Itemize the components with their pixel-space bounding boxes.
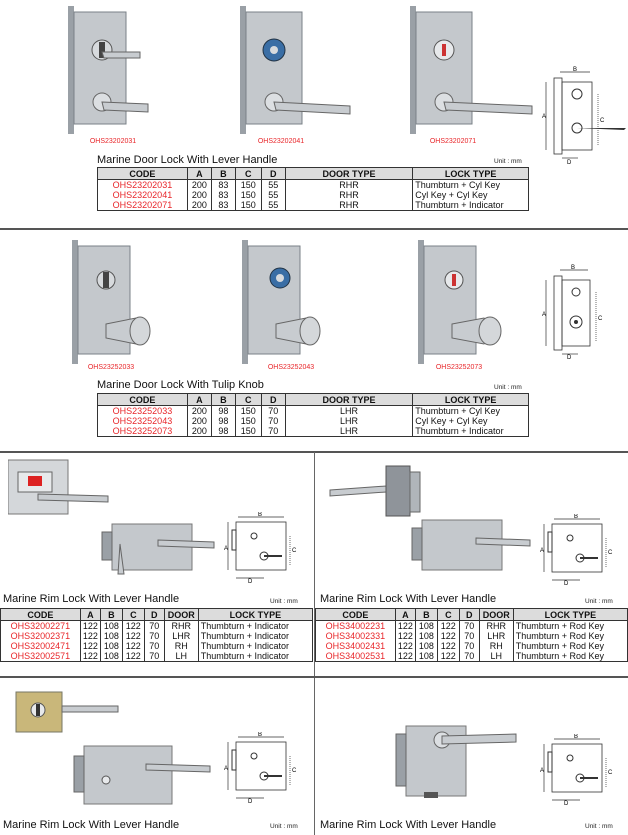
dimension-diagram	[540, 734, 616, 806]
dim-label-c: C	[292, 768, 297, 774]
col-header: DOOR TYPE	[285, 394, 413, 406]
section-title: Marine Door Lock With Tulip Knob	[97, 379, 264, 391]
cell-lock: Thumbturn + Indicator	[198, 621, 312, 632]
cell-d: 70	[261, 406, 285, 417]
cell-b: 108	[100, 641, 122, 651]
cell-b: 98	[211, 426, 235, 437]
table-row	[98, 406, 529, 417]
cell-door: LHR	[164, 631, 198, 641]
product-code-caption: OHS23252043	[267, 364, 315, 371]
col-header: DOOR	[164, 609, 198, 621]
cell-code: OHS32002371	[1, 631, 81, 641]
dimension-diagram	[540, 264, 610, 360]
cell-b: 108	[415, 641, 437, 651]
cell-door: LHR	[285, 416, 413, 426]
cell-lock: Thumbturn + Cyl Key	[413, 406, 529, 417]
col-header: D	[261, 168, 285, 180]
col-header: LOCK TYPE	[198, 609, 312, 621]
dim-label-a: A	[542, 114, 547, 120]
cell-door: RH	[164, 641, 198, 651]
cell-b: 108	[415, 621, 437, 632]
product-image-rim-lock-3	[14, 684, 214, 810]
cell-c: 122	[437, 641, 459, 651]
cell-a: 122	[395, 651, 415, 662]
product-image-mortise-knob-2	[236, 240, 326, 364]
cell-code: OHS34002531	[316, 651, 396, 662]
unit-label: Unit : mm	[585, 598, 613, 605]
col-header: CODE	[1, 609, 81, 621]
cell-b: 108	[415, 631, 437, 641]
cell-lock: Thumbturn + Indicator	[413, 426, 529, 437]
col-header: B	[211, 168, 235, 180]
cell-a: 200	[187, 426, 211, 437]
col-header: DOOR TYPE	[285, 168, 413, 180]
table-row	[98, 200, 529, 211]
section-divider	[0, 676, 628, 678]
col-header: D	[144, 609, 164, 621]
cell-c: 122	[437, 621, 459, 632]
cell-a: 200	[187, 190, 211, 200]
cell-door: RHR	[285, 190, 413, 200]
product-image-mortise-lever-1	[62, 6, 152, 134]
cell-d: 70	[459, 641, 479, 651]
cell-code: OHS23202071	[98, 200, 188, 211]
dim-label-a: A	[224, 546, 229, 552]
cell-code: OHS32002271	[1, 621, 81, 632]
cell-lock: Thumbturn + Indicator	[198, 631, 312, 641]
dim-label-c: C	[598, 316, 603, 322]
col-header: D	[459, 609, 479, 621]
cell-c: 150	[235, 180, 261, 191]
cell-d: 70	[459, 621, 479, 632]
cell-c: 150	[235, 190, 261, 200]
cell-d: 70	[144, 621, 164, 632]
cell-door: RHR	[285, 200, 413, 211]
cell-a: 122	[80, 641, 100, 651]
dim-label-c: C	[608, 770, 613, 776]
col-header: C	[235, 168, 261, 180]
cell-b: 98	[211, 416, 235, 426]
spec-table	[0, 608, 313, 662]
table-header-row	[98, 168, 529, 180]
col-header: A	[80, 609, 100, 621]
product-image-mortise-knob-3	[412, 240, 508, 364]
table-header-row	[98, 394, 529, 406]
table-row	[98, 416, 529, 426]
dim-label-b: B	[574, 514, 579, 520]
cell-lock: Cyl Key + Cyl Key	[413, 190, 529, 200]
dim-label-b: B	[258, 512, 263, 518]
col-header: A	[395, 609, 415, 621]
cell-a: 122	[80, 651, 100, 662]
cell-a: 122	[395, 631, 415, 641]
dim-label-c: C	[600, 118, 605, 124]
col-header: B	[415, 609, 437, 621]
col-header: LOCK TYPE	[413, 168, 529, 180]
cell-door: RHR	[164, 621, 198, 632]
product-image-mortise-lever-3	[398, 6, 536, 134]
table-header-row	[1, 609, 313, 621]
dim-label-b: B	[258, 732, 263, 738]
cell-c: 122	[437, 651, 459, 662]
product-image-rim-lock-2	[326, 458, 532, 578]
dim-label-d: D	[567, 160, 572, 164]
cell-door: RHR	[285, 180, 413, 191]
section-title: Marine Rim Lock With Lever Handle	[320, 819, 497, 831]
dim-label-d: D	[564, 801, 569, 806]
section-title: Marine Door Lock With Lever Handle	[97, 154, 278, 166]
col-header: D	[261, 394, 285, 406]
product-image-mortise-lever-2	[228, 6, 356, 134]
product-code-caption: OHS23252033	[87, 364, 135, 371]
dim-label-b: B	[574, 734, 579, 740]
cell-c: 122	[122, 631, 144, 641]
cell-code: OHS23252043	[98, 416, 188, 426]
cell-c: 122	[122, 641, 144, 651]
dim-label-b: B	[571, 265, 576, 271]
table-row	[316, 631, 628, 641]
section-title: Marine Rim Lock With Lever Handle	[3, 593, 180, 605]
col-header: DOOR	[479, 609, 513, 621]
cell-b: 108	[415, 651, 437, 662]
table-row	[316, 651, 628, 662]
cell-b: 108	[100, 631, 122, 641]
cell-door: RHR	[479, 621, 513, 632]
dimension-diagram	[540, 514, 616, 586]
cell-b: 83	[211, 180, 235, 191]
spec-table	[315, 608, 628, 662]
table-header-row	[316, 609, 628, 621]
dim-label-d: D	[564, 581, 569, 586]
product-image-rim-lock-4	[392, 704, 522, 808]
cell-c: 150	[235, 426, 261, 437]
col-header: C	[437, 609, 459, 621]
dim-label-a: A	[224, 766, 229, 772]
col-header: CODE	[316, 609, 396, 621]
table-row	[1, 631, 313, 641]
cell-lock: Cyl Key + Cyl Key	[413, 416, 529, 426]
cell-b: 98	[211, 406, 235, 417]
col-header: A	[187, 394, 211, 406]
cell-door: RH	[479, 641, 513, 651]
table-row	[1, 651, 313, 662]
section-divider	[0, 228, 628, 230]
dim-label-c: C	[608, 550, 613, 556]
col-header: CODE	[98, 394, 188, 406]
section-title: Marine Rim Lock With Lever Handle	[3, 819, 180, 831]
table-row	[98, 426, 529, 437]
dim-label-a: A	[542, 312, 547, 318]
cell-code: OHS23202041	[98, 190, 188, 200]
cell-a: 122	[80, 621, 100, 632]
cell-lock: Thumbturn + Rod Key	[513, 621, 627, 632]
col-header: LOCK TYPE	[413, 394, 529, 406]
cell-lock: Thumbturn + Rod Key	[513, 641, 627, 651]
unit-label: Unit : mm	[585, 823, 613, 830]
cell-c: 150	[235, 200, 261, 211]
dim-label-d: D	[248, 579, 253, 584]
cell-c: 122	[122, 621, 144, 632]
dim-label-a: A	[540, 548, 545, 554]
cell-c: 150	[235, 416, 261, 426]
cell-d: 70	[144, 641, 164, 651]
dimension-diagram	[224, 512, 300, 584]
cell-b: 83	[211, 200, 235, 211]
dim-label-d: D	[248, 799, 253, 804]
cell-code: OHS23202031	[98, 180, 188, 191]
spec-table	[97, 167, 529, 211]
col-header: B	[211, 394, 235, 406]
col-header: C	[235, 394, 261, 406]
col-header: LOCK TYPE	[513, 609, 627, 621]
cell-b: 83	[211, 190, 235, 200]
dim-label-b: B	[573, 67, 578, 73]
cell-a: 122	[395, 621, 415, 632]
unit-label: Unit : mm	[494, 384, 522, 391]
dim-label-d: D	[567, 355, 572, 360]
cell-c: 122	[122, 651, 144, 662]
cell-d: 70	[144, 631, 164, 641]
spec-table	[97, 393, 529, 437]
unit-label: Unit : mm	[494, 158, 522, 165]
cell-d: 55	[261, 180, 285, 191]
dim-label-a: A	[540, 768, 545, 774]
table-row	[316, 621, 628, 632]
cell-d: 70	[144, 651, 164, 662]
cell-a: 122	[395, 641, 415, 651]
cell-d: 70	[261, 416, 285, 426]
dimension-diagram	[538, 64, 628, 164]
product-image-mortise-knob-1	[66, 240, 156, 364]
cell-c: 122	[437, 631, 459, 641]
cell-a: 200	[187, 416, 211, 426]
product-code-caption: OHS23202071	[429, 138, 477, 145]
product-code-caption: OHS23202031	[89, 138, 137, 145]
table-row	[1, 621, 313, 632]
cell-a: 122	[80, 631, 100, 641]
cell-d: 70	[459, 631, 479, 641]
cell-door: LH	[479, 651, 513, 662]
cell-door: LH	[164, 651, 198, 662]
cell-code: OHS32002471	[1, 641, 81, 651]
cell-b: 108	[100, 621, 122, 632]
col-header: C	[122, 609, 144, 621]
cell-d: 70	[459, 651, 479, 662]
cell-d: 55	[261, 200, 285, 211]
dimension-diagram	[224, 732, 300, 804]
table-row	[316, 641, 628, 651]
table-row	[1, 641, 313, 651]
cell-door: LHR	[285, 426, 413, 437]
cell-lock: Thumbturn + Rod Key	[513, 651, 627, 662]
section-title: Marine Rim Lock With Lever Handle	[320, 593, 497, 605]
cell-door: LHR	[479, 631, 513, 641]
table-row	[98, 190, 529, 200]
cell-code: OHS34002231	[316, 621, 396, 632]
cell-code: OHS34002331	[316, 631, 396, 641]
cell-a: 200	[187, 180, 211, 191]
cell-code: OHS32002571	[1, 651, 81, 662]
col-header: CODE	[98, 168, 188, 180]
product-code-caption: OHS23252073	[435, 364, 483, 371]
table-row	[98, 180, 529, 191]
cell-door: LHR	[285, 406, 413, 417]
cell-d: 70	[261, 426, 285, 437]
dim-label-c: C	[292, 548, 297, 554]
cell-c: 150	[235, 406, 261, 417]
cell-code: OHS23252033	[98, 406, 188, 417]
product-code-caption: OHS23202041	[257, 138, 305, 145]
cell-a: 200	[187, 406, 211, 417]
cell-d: 55	[261, 190, 285, 200]
cell-lock: Thumbturn + Indicator	[198, 641, 312, 651]
col-header: A	[187, 168, 211, 180]
cell-code: OHS23252073	[98, 426, 188, 437]
cell-code: OHS34002431	[316, 641, 396, 651]
col-header: B	[100, 609, 122, 621]
unit-label: Unit : mm	[270, 823, 298, 830]
cell-lock: Thumbturn + Rod Key	[513, 631, 627, 641]
cell-lock: Thumbturn + Cyl Key	[413, 180, 529, 191]
cell-lock: Thumbturn + Indicator	[413, 200, 529, 211]
product-image-rim-lock-1	[8, 458, 218, 576]
cell-lock: Thumbturn + Indicator	[198, 651, 312, 662]
cell-b: 108	[100, 651, 122, 662]
unit-label: Unit : mm	[270, 598, 298, 605]
cell-a: 200	[187, 200, 211, 211]
